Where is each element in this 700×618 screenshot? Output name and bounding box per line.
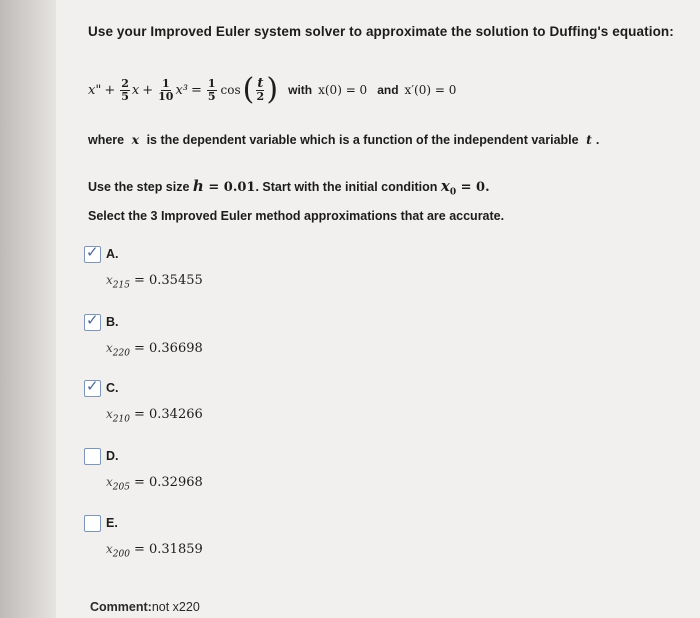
- question-title: Use your Improved Euler system solver to approximate the solution to Duffing's equation:: [88, 24, 674, 39]
- option-d-checkbox[interactable]: [84, 448, 101, 465]
- screen-edge: [0, 0, 56, 618]
- eq-frac-3-num: 1: [207, 76, 216, 90]
- step-h: h: [192, 177, 204, 195]
- step-pre: Use the step size: [88, 180, 190, 194]
- step-x0-eq: = 0.: [456, 180, 490, 195]
- check-icon: ✓: [86, 243, 99, 261]
- option-b-label: B.: [106, 315, 119, 329]
- option-b-value: $x_{220} = 0.36698$: [106, 341, 203, 359]
- eq-paren-close: ): [266, 72, 279, 107]
- where-line: [88, 132, 599, 147]
- step-line: [88, 177, 490, 198]
- duffing-equation: [88, 68, 456, 112]
- eq-frac-3-den: 5: [207, 89, 216, 103]
- eq-arg-num: t: [257, 75, 264, 91]
- eq-frac-2: [158, 78, 173, 103]
- option-c-value: $x_{210} = 0.34266$: [106, 407, 203, 425]
- eq-init-1: x(0) = 0: [318, 83, 368, 97]
- option-e-checkbox[interactable]: [84, 515, 101, 532]
- eq-plus-2: +: [142, 82, 154, 98]
- option-d-value: $x_{205} = 0.32968$: [106, 475, 203, 493]
- eq-frac-3: [207, 78, 217, 103]
- eq-frac-2-num: 1: [161, 76, 170, 90]
- eq-arg-den: 2: [256, 89, 265, 103]
- eq-cos: cos: [220, 83, 241, 97]
- option-a-label: A.: [106, 247, 119, 261]
- step-x0-sub: 0: [449, 187, 457, 198]
- eq-with: with: [288, 83, 313, 97]
- option-b-checkbox[interactable]: [84, 311, 101, 331]
- step-mid: . Start with the initial condition: [255, 180, 438, 194]
- check-icon: ✓: [86, 311, 99, 329]
- select-instruction: Select the 3 Improved Euler method approximations that are accurate.: [88, 209, 505, 223]
- eq-plus-1: +: [104, 82, 116, 98]
- check-icon: ✓: [86, 377, 99, 395]
- eq-frac-2-den: 10: [158, 89, 174, 103]
- where-end: .: [595, 133, 600, 147]
- eq-arg: [256, 75, 265, 103]
- comment-label: Comment:: [90, 600, 152, 614]
- step-eq: = 0.01: [203, 180, 256, 195]
- eq-paren-open: (: [242, 72, 255, 107]
- eq-lhs: x": [88, 82, 102, 98]
- comment-value: not x220: [151, 600, 200, 614]
- eq-frac-1-den: 5: [121, 89, 129, 103]
- eq-and: and: [377, 83, 399, 97]
- comment-line: [90, 600, 200, 614]
- eq-frac-1: [120, 78, 130, 103]
- eq-x-cubed: x³: [175, 82, 188, 98]
- where-post: is the dependent variable which is a function of the independent variable: [146, 133, 579, 147]
- option-c-label: C.: [106, 381, 119, 395]
- where-var: x: [131, 132, 140, 147]
- where-pre: where: [88, 133, 125, 147]
- eq-init-2: x′(0) = 0: [404, 83, 457, 97]
- option-c-checkbox[interactable]: [84, 377, 101, 397]
- option-a-value: $x_{215} = 0.35455$: [106, 273, 203, 291]
- eq-x-1: x: [131, 82, 140, 98]
- option-d-label: D.: [106, 449, 119, 463]
- option-e-value: $x_{200} = 0.31859$: [106, 542, 203, 560]
- option-a-checkbox[interactable]: [84, 243, 101, 263]
- where-t: t: [586, 132, 592, 147]
- eq-equals: =: [190, 82, 202, 98]
- option-e-label: E.: [106, 516, 118, 530]
- eq-frac-1-num: 2: [121, 76, 129, 90]
- step-x0: x: [440, 177, 450, 195]
